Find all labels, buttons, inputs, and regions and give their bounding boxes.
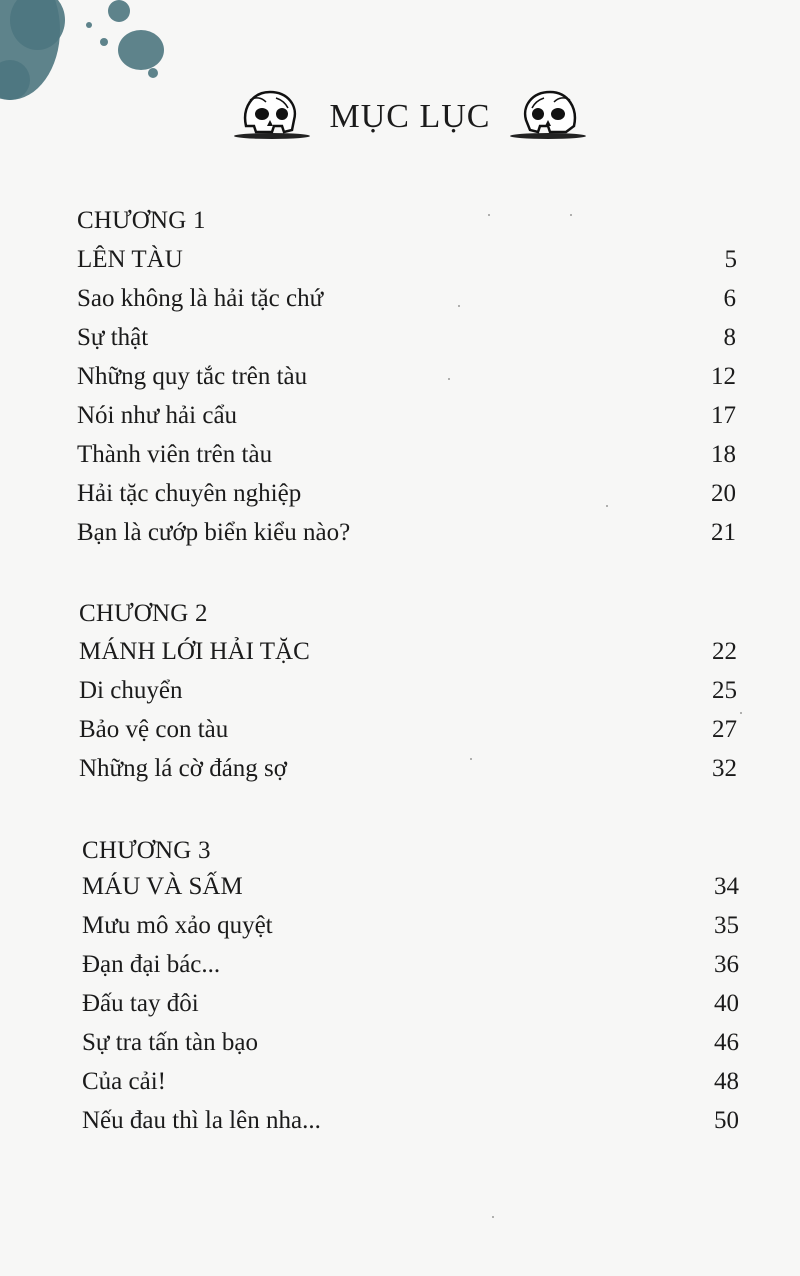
list-item [82, 1029, 739, 1063]
list-item [77, 363, 736, 397]
list-item [82, 951, 739, 985]
entry-title: Những lá cờ đáng sợ [79, 755, 288, 782]
entry-page: 5 [724, 246, 737, 273]
chapter-label: CHƯƠNG 3 [82, 837, 211, 864]
list-item [77, 246, 737, 280]
entry-page: 32 [712, 755, 737, 782]
entry-page: 48 [714, 1068, 739, 1095]
entry-page: 20 [711, 480, 736, 507]
entry-page: 22 [712, 638, 737, 665]
list-item [77, 519, 736, 553]
list-item [77, 402, 736, 436]
entry-title: Đạn đại bác... [82, 951, 221, 978]
entry-title: Thành viên trên tàu [77, 441, 273, 468]
entry-page: 36 [714, 951, 739, 978]
page-title: MỤC LỤC [329, 98, 491, 135]
list-item [79, 638, 737, 672]
entry-title: Bảo vệ con tàu [79, 716, 229, 743]
entry-title: Bạn là cướp biển kiểu nào? [77, 519, 351, 546]
list-item [79, 755, 737, 789]
entry-title: Của cải! [82, 1068, 166, 1095]
entry-page: 6 [723, 285, 736, 312]
entry-page: 40 [714, 990, 739, 1017]
list-item [79, 677, 737, 711]
entry-title: Nếu đau thì la lên nha... [82, 1107, 321, 1134]
entry-title: LÊN TÀU [77, 246, 183, 273]
entry-title: Đấu tay đôi [82, 990, 199, 1017]
entry-page: 35 [714, 912, 739, 939]
entry-page: 8 [723, 324, 736, 351]
entry-title: Hải tặc chuyên nghiệp [77, 480, 302, 507]
entry-page: 21 [711, 519, 736, 546]
entry-title: Nói như hải cẩu [77, 402, 238, 429]
entry-page: 34 [714, 873, 739, 900]
entry-page: 27 [712, 716, 737, 743]
chapter-label: CHƯƠNG 1 [77, 207, 206, 234]
entry-page: 17 [711, 402, 736, 429]
list-item [82, 990, 739, 1024]
list-item [77, 324, 736, 358]
entry-title: Sự thật [77, 324, 149, 351]
list-item [82, 1107, 739, 1141]
entry-page: 12 [711, 363, 736, 390]
list-item [77, 480, 736, 514]
entry-title: Di chuyển [79, 677, 183, 704]
entry-title: MÁU VÀ SẤM [82, 873, 243, 900]
list-item [77, 441, 736, 475]
entry-page: 50 [714, 1107, 739, 1134]
entry-title: Sao không là hải tặc chứ [77, 285, 324, 312]
list-item [79, 716, 737, 750]
entry-title: Những quy tắc trên tàu [77, 363, 308, 390]
entry-page: 18 [711, 441, 736, 468]
toc-header [0, 80, 800, 150]
list-item [82, 873, 739, 907]
list-item [82, 1068, 739, 1102]
entry-page: 46 [714, 1029, 739, 1056]
entry-title: MÁNH LỚI HẢI TẶC [79, 638, 310, 665]
chapter-label: CHƯƠNG 2 [79, 600, 208, 627]
skull-icon [508, 86, 588, 140]
list-item [77, 285, 736, 319]
entry-page: 25 [712, 677, 737, 704]
list-item [82, 912, 739, 946]
entry-title: Sự tra tấn tàn bạo [82, 1029, 259, 1056]
entry-title: Mưu mô xảo quyệt [82, 912, 273, 939]
